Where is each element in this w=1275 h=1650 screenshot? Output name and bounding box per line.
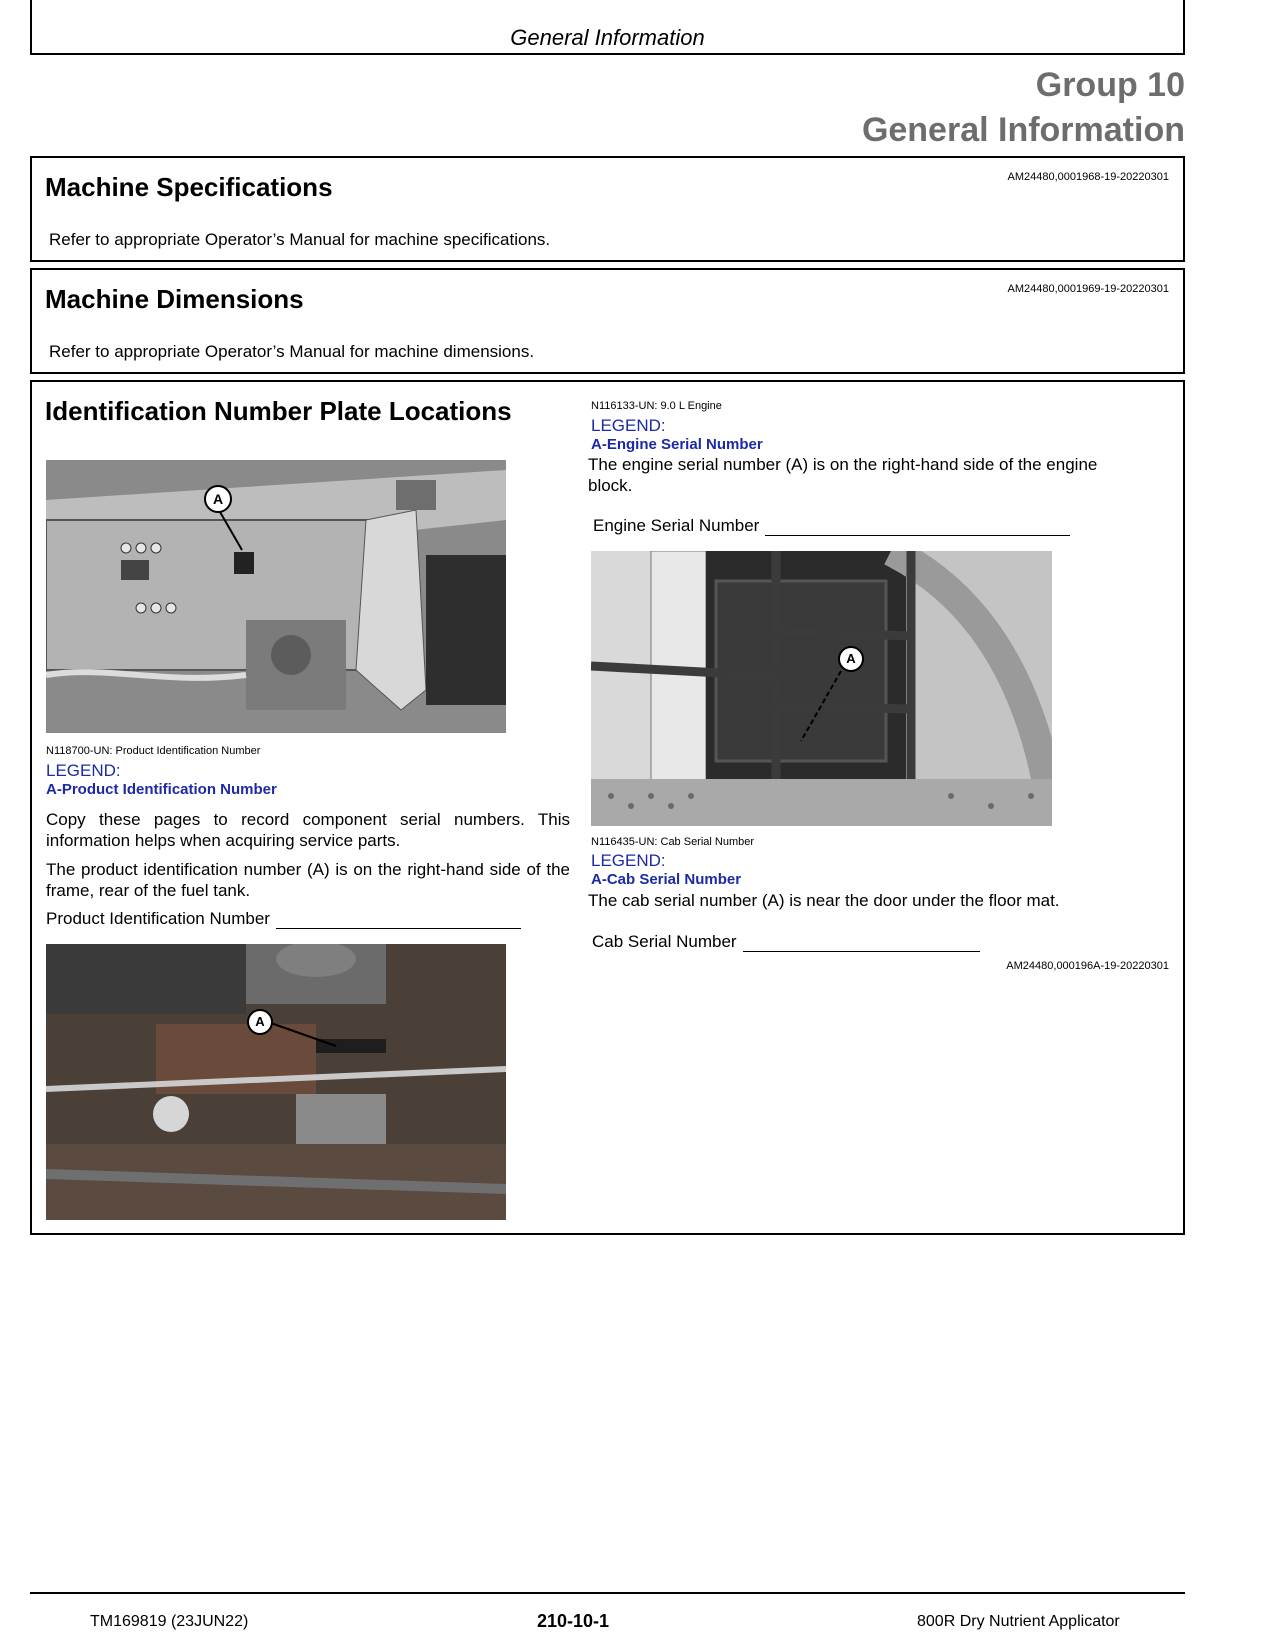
frame-illustration-svg <box>46 460 506 733</box>
fill-in-line[interactable] <box>765 517 1070 536</box>
running-header <box>30 0 1185 55</box>
callout-a-marker: A <box>838 646 864 672</box>
figure-caption: N116133-UN: 9.0 L Engine <box>591 400 722 412</box>
footer-page-number: 210-10-1 <box>537 1611 610 1631</box>
section-title: Identification Number Plate Locations <box>45 396 512 426</box>
legend-item: A-Cab Serial Number <box>591 871 742 888</box>
running-header-title: General Information <box>510 25 705 50</box>
legend-item: A-Product Identification Number <box>46 781 277 798</box>
legend-heading: LEGEND: <box>591 416 666 435</box>
instruction-paragraph: Copy these pages to record component serial numbers. This information helps when acquiring service parts. <box>46 810 570 850</box>
footer-manual-id: TM169819 (23JUN22) <box>90 1613 249 1630</box>
figure-caption: N118700-UN: Product Identification Number <box>46 745 261 757</box>
cab-serial-record-field <box>592 931 980 952</box>
legend-heading: LEGEND: <box>46 761 121 780</box>
callout-a-marker: A <box>247 1009 273 1035</box>
location-paragraph: The product identification number (A) is on the right-hand side of the frame, rear of the fuel tank. <box>46 860 570 900</box>
section-machine-dimensions <box>30 268 1185 374</box>
group-number: Group 10 <box>1035 66 1185 104</box>
footer-product-name: 800R Dry Nutrient Applicator <box>917 1613 1120 1630</box>
section-identification-plates <box>30 380 1185 1235</box>
location-paragraph: The engine serial number (A) is on the right-hand side of the engine block. <box>588 455 1098 495</box>
cab-illustration <box>591 551 1052 826</box>
footer-rule <box>30 1592 1185 1594</box>
engine-serial-record-field <box>593 515 1070 536</box>
section-text: Refer to appropriate Operator’s Manual for machine dimensions. <box>49 342 535 361</box>
legend-heading: LEGEND: <box>591 851 666 870</box>
group-title: General Information <box>861 111 1185 149</box>
legend-item: A-Engine Serial Number <box>591 436 763 453</box>
product-id-record-field <box>46 908 521 929</box>
engine-illustration <box>46 944 506 1220</box>
field-label: Engine Serial Number <box>593 516 760 535</box>
field-label: Product Identification Number <box>46 909 270 928</box>
section-machine-specifications <box>30 156 1185 262</box>
section-text: Refer to appropriate Operator’s Manual for machine specifications. <box>49 230 551 249</box>
section-title: Machine Specifications <box>45 172 333 202</box>
figure-caption: N116435-UN: Cab Serial Number <box>591 836 755 848</box>
product-id-illustration <box>46 460 506 733</box>
fill-in-line[interactable] <box>743 933 980 952</box>
fill-in-line[interactable] <box>276 910 521 929</box>
cab-floor-svg <box>591 551 1052 826</box>
callout-a-marker: A <box>204 485 232 513</box>
field-label: Cab Serial Number <box>592 932 737 951</box>
section-title: Machine Dimensions <box>45 284 304 314</box>
doc-id: AM24480,0001969-19-20220301 <box>1007 283 1169 295</box>
doc-id: AM24480,0001968-19-20220301 <box>1007 171 1169 183</box>
location-paragraph: The cab serial number (A) is near the door under the floor mat. <box>588 891 1060 910</box>
doc-id: AM24480,000196A-19-20220301 <box>1006 960 1169 972</box>
engine-photo-svg <box>46 944 506 1220</box>
